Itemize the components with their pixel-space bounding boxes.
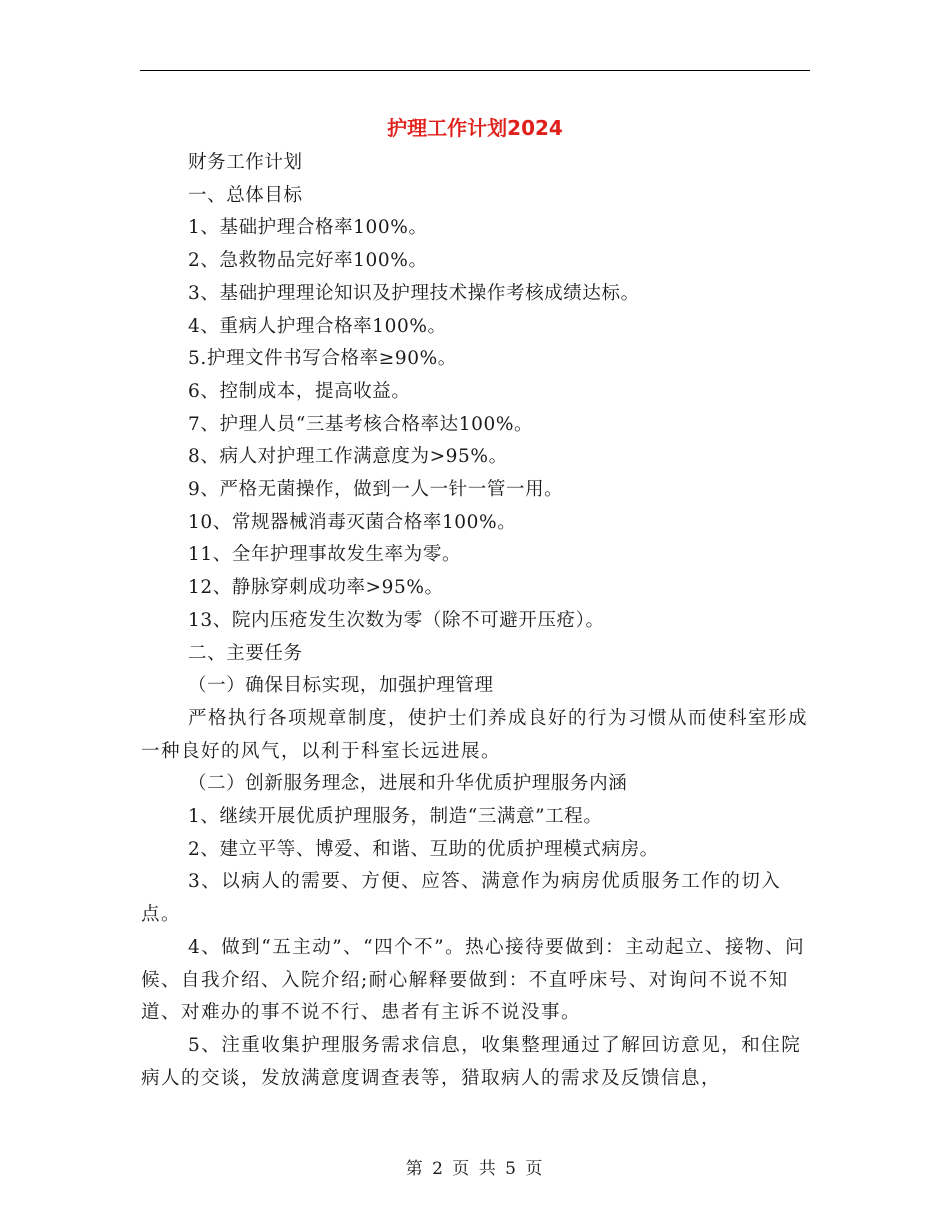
list-item: 2、建立平等、博爱、和谐、互助的优质护理模式病房。: [188, 838, 659, 860]
section-heading: 一、总体目标: [188, 184, 303, 206]
document-body: [141, 147, 811, 1095]
subsection-heading: （二）创新服务理念，进展和升华优质护理服务内涵: [188, 773, 628, 795]
list-item: 7、护理人员“三基考核合格率达100%。: [188, 413, 534, 435]
section-heading: 二、主要任务: [188, 642, 303, 664]
list-item: 8、病人对护理工作满意度为>95%。: [188, 446, 508, 468]
list-item: 11、全年护理事故发生率为零。: [188, 544, 462, 566]
list-item: 5、注重收集护理服务需求信息，收集整理通过了解回访意见，和住院病人的交谈，发放满意度调查表等，猎取病人的需求及反馈信息，: [141, 1034, 802, 1089]
list-item: 10、常规器械消毒灭菌合格率100%。: [188, 511, 517, 533]
list-item: 5.护理文件书写合格率≥90%。: [188, 348, 457, 370]
paragraph: 严格执行各项规章制度，使护士们养成良好的行为习惯从而使科室形成一种良好的风气，以利于科室长远进展。: [141, 707, 809, 762]
list-item: 3、基础护理理论知识及护理技术操作考核成绩达标。: [188, 282, 640, 304]
list-item: 4、重病人护理合格率100%。: [188, 315, 447, 337]
list-item: 2、急救物品完好率100%。: [188, 250, 428, 272]
page-number: 第 2 页 共 5 页: [405, 1159, 545, 1179]
header-rule: [140, 70, 810, 71]
list-item: 1、继续开展优质护理服务，制造“三满意”工程。: [188, 806, 603, 828]
paragraph: 财务工作计划: [188, 152, 303, 173]
list-item: 4、做到“五主动”、“四个不”。热心接待要做到：主动起立、接物、问候、自我介绍、入院介绍;耐心解释要做到：不直呼床号、对询问不说不知道、对难办的事不说不行、患者有主诉不说没事。: [141, 936, 806, 1024]
list-item: 9、严格无菌操作，做到一人一针一管一用。: [188, 479, 564, 501]
subsection-heading: （一）确保目标实现，加强护理管理: [188, 675, 494, 697]
list-item: 13、院内压疮发生次数为零（除不可避开压疮）。: [188, 609, 605, 631]
document-title: 护理工作计划2024: [387, 116, 563, 140]
list-item: 3、以病人的需要、方便、应答、满意作为病房优质服务工作的切入点。: [141, 871, 782, 926]
list-item: 6、控制成本，提高收益。: [188, 380, 411, 402]
list-item: 1、基础护理合格率100%。: [188, 217, 428, 239]
list-item: 12、静脉穿刺成功率>95%。: [188, 577, 444, 599]
